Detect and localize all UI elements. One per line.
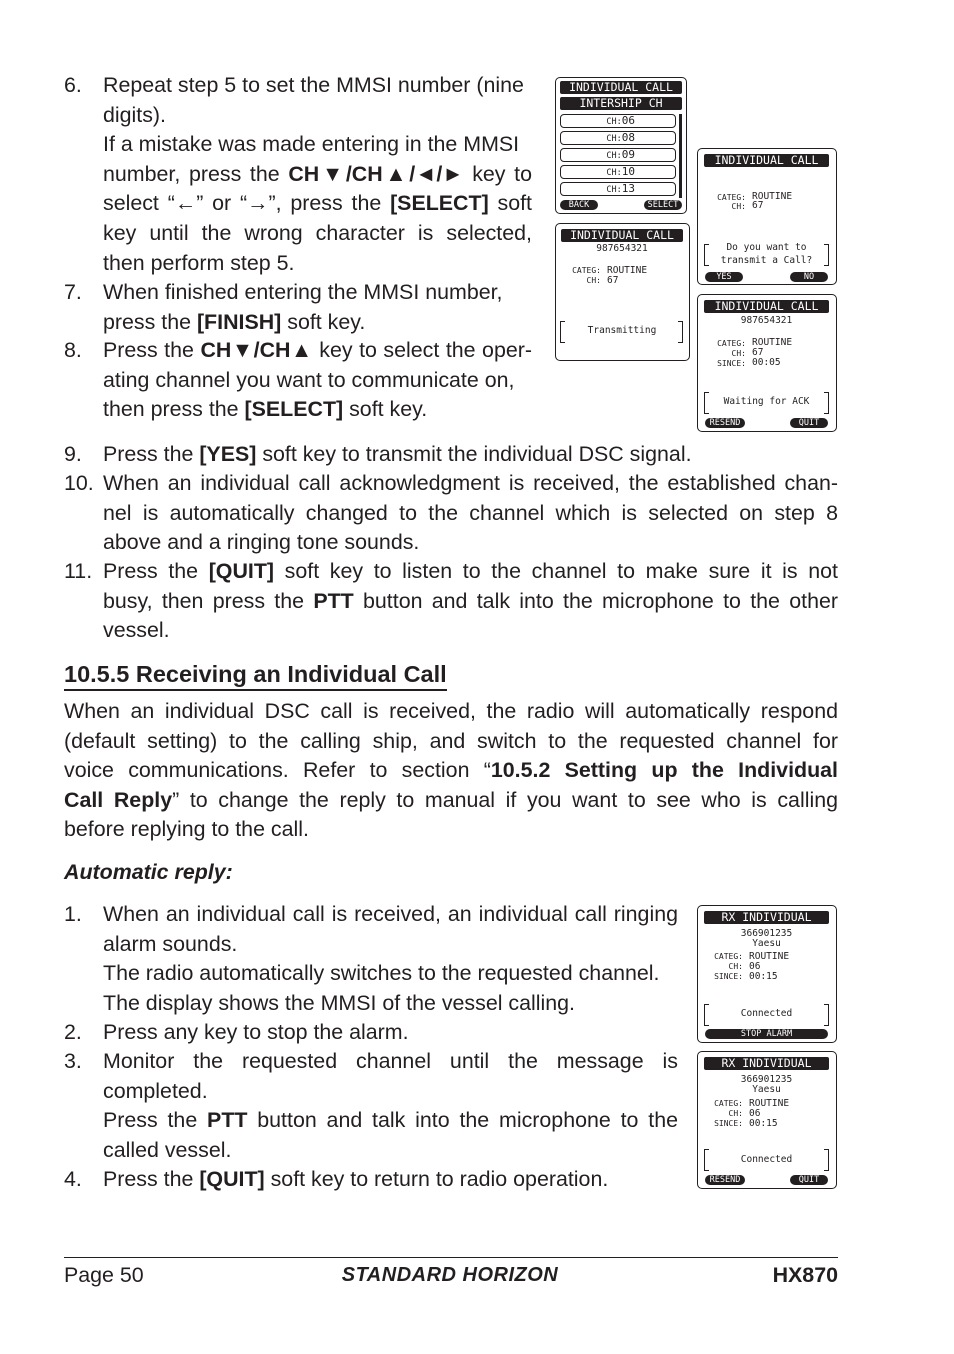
channel-row[interactable]: CH:10: [560, 165, 676, 179]
channel: 67: [752, 200, 764, 211]
category: ROUTINE: [752, 337, 793, 348]
step-number: 6.: [64, 73, 82, 97]
page-number: Page 50: [64, 1263, 144, 1287]
step-number: 2.: [64, 1020, 82, 1044]
lcd-title: RX INDIVIDUAL: [704, 911, 829, 924]
since-time: 00:05: [752, 357, 781, 368]
lcd-intership-channel: [555, 77, 687, 214]
vessel-name: Yaesu: [752, 938, 781, 949]
channel-row[interactable]: CH:09: [560, 148, 676, 162]
status-text: Connected: [740, 1154, 793, 1165]
step-number: 11.: [64, 559, 93, 583]
status-text: Waiting for ACK: [723, 396, 810, 407]
step-number: 10.: [64, 471, 94, 495]
step-text: When an individual call acknowledgment is received, the established chan- nel is automatically changed to the channel which is selected on step 8 above and a ringing tone sounds.: [103, 471, 838, 555]
section-heading: 10.5.5 Receiving an Individual Call: [64, 659, 447, 691]
step-text: Press the [YES] soft key to transmit the individual DSC signal.: [103, 442, 692, 466]
category: ROUTINE: [749, 1098, 790, 1109]
lcd-title: INDIVIDUAL CALL: [561, 229, 683, 242]
vessel-name: Yaesu: [752, 1084, 781, 1095]
step-number: 8.: [64, 338, 82, 362]
step-text: Monitor the requested channel until the message is completed. Press the PTT button and talk into the microphone to the called vessel.: [103, 1049, 678, 1162]
status-text: Connected: [740, 1008, 793, 1019]
lcd-subtitle: INTERSHIP CH: [560, 97, 682, 110]
mmsi: 987654321: [596, 243, 648, 254]
lcd-waiting-ack: INDIVIDUAL CALL 987654321 CATEG: ROUTINE CH: 67 SINCE: 00:05 Waiting for ACK RESEND QUIT: [697, 294, 837, 432]
category: ROUTINE: [749, 951, 790, 962]
status-text: Transmitting: [587, 325, 657, 336]
no-softkey[interactable]: NO: [790, 272, 828, 282]
quit-softkey[interactable]: QUIT: [790, 1175, 828, 1185]
lcd-rx-individual-connected: RX INDIVIDUAL 366901235 Yaesu CATEG: ROUTINE CH: 06 SINCE: 00:15 Connected RESEND QUIT: [697, 1051, 837, 1189]
step-text: Press any key to stop the alarm.: [103, 1020, 409, 1044]
yes-softkey[interactable]: YES: [705, 272, 743, 282]
brand-logo: STANDARD HORIZON: [341, 1264, 559, 1286]
category: ROUTINE: [607, 265, 648, 276]
select-softkey[interactable]: SELECT: [644, 200, 682, 210]
step-text: When finished entering the MMSI number, press the [FINISH] soft key.: [103, 280, 503, 334]
mmsi: 366901235: [740, 1074, 793, 1085]
step-number: 1.: [64, 902, 82, 926]
step-text: Press the [QUIT] soft key to return to radio operation.: [103, 1167, 609, 1191]
step-number: 9.: [64, 442, 82, 466]
stop-alarm-softkey[interactable]: STOP ALARM: [705, 1029, 828, 1039]
channel: 06: [749, 1108, 761, 1119]
mmsi: 987654321: [740, 315, 793, 326]
lcd-transmitting: INDIVIDUAL CALL 987654321 CATEG: ROUTINE CH: 67 Transmitting: [555, 223, 690, 361]
prompt-line-1: Do you want to: [726, 242, 807, 253]
resend-softkey[interactable]: RESEND: [705, 1175, 745, 1185]
since-time: 00:15: [749, 971, 778, 982]
lcd-title: INDIVIDUAL CALL: [704, 300, 829, 313]
step-text: When an individual call is received, an individual call ringing alarm sounds. The radio automatically switches to the requested channel. The display shows the MMSI of the vessel calling.: [103, 902, 678, 1015]
quit-softkey[interactable]: QUIT: [790, 418, 828, 428]
channel: 67: [607, 275, 619, 286]
channel-row[interactable]: CH:08: [560, 131, 676, 145]
channel: 67: [752, 347, 764, 358]
section-paragraph: When an individual DSC call is received, the radio will automatically respond (default setting) to the calling ship, and switch to the requested channel for voice communications. Refer to section “10.5.2 Setting up the Individual Call Reply” to change the reply to manual if you want to see who is calling before replying to the call.: [64, 699, 838, 842]
category: ROUTINE: [752, 191, 793, 202]
prompt-line-2: transmit a Call?: [720, 255, 813, 266]
step-number: 3.: [64, 1049, 82, 1073]
channel-row-selected[interactable]: CH:06: [560, 114, 676, 128]
channel: 06: [749, 961, 761, 972]
subheading-automatic-reply: Automatic reply:: [64, 860, 233, 884]
lcd-title: RX INDIVIDUAL: [704, 1057, 829, 1070]
lcd-rx-individual-alarm: RX INDIVIDUAL 366901235 Yaesu CATEG: ROUTINE CH: 06 SINCE: 00:15 Connected STOP ALARM: [697, 905, 837, 1043]
step-text: Press the CH▼/CH▲ key to select the oper- ating channel you want to communicate on, then press the [SELECT] soft key.: [103, 338, 532, 422]
back-softkey[interactable]: BACK: [560, 200, 598, 210]
resend-softkey[interactable]: RESEND: [705, 418, 745, 428]
channel-row[interactable]: CH:13: [560, 182, 676, 196]
lcd-title: INDIVIDUAL CALL: [560, 81, 682, 94]
scrollbar[interactable]: [679, 114, 682, 198]
lcd-title: INDIVIDUAL CALL: [704, 154, 829, 167]
step-number: 4.: [64, 1167, 82, 1191]
model-name: HX870: [772, 1263, 838, 1287]
since-time: 00:15: [749, 1118, 778, 1129]
footer-rule: [64, 1257, 838, 1258]
step-text: Repeat step 5 to set the MMSI number (nine digits). If a mistake was made entering in the MMSI number, press the CH▼/CH▲/◄/► key to select “←” or “→”, press the [SELECT] soft key until the wrong character is selected, then perform step 5.: [103, 73, 533, 275]
mmsi: 366901235: [740, 928, 793, 939]
step-number: 7.: [64, 280, 82, 304]
step-text: Press the [QUIT] soft key to listen to the channel to make sure it is not busy, then press the PTT button and talk into the microphone to the other vessel.: [103, 559, 838, 643]
lcd-confirm-transmit: INDIVIDUAL CALL CATEG: ROUTINE CH: 67 Do you want to transmit a Call? YES NO: [697, 148, 837, 285]
